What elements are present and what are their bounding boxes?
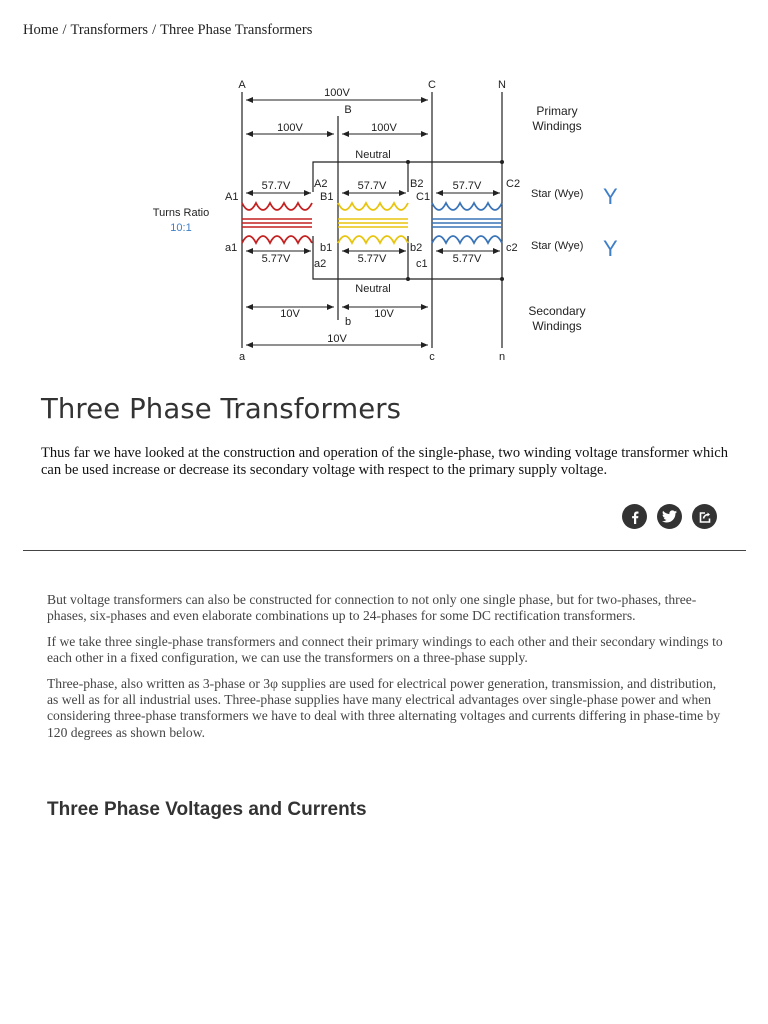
terminal-a-bottom: a: [238, 351, 246, 363]
section-heading: Three Phase Voltages and Currents: [47, 799, 367, 820]
twitter-icon[interactable]: [657, 504, 682, 529]
terminal-C2: C2: [506, 178, 521, 190]
primary-line-voltage: 100V: [324, 87, 350, 99]
terminal-B1: B1: [320, 191, 334, 203]
terminal-C1: C1: [416, 191, 431, 203]
star-wye-primary-label: Star (Wye): [531, 188, 584, 200]
primary-sub-voltage-2: 100V: [371, 122, 397, 134]
page-title: Three Phase Transformers: [41, 393, 402, 425]
terminal-n-bottom: n: [498, 351, 506, 363]
star-symbol-primary: Y: [603, 184, 618, 209]
primary-sub-voltage-1: 100V: [277, 122, 303, 134]
star-wye-secondary-label: Star (Wye): [531, 240, 584, 252]
secondary-phase-voltage-b: 5.77V: [357, 253, 387, 265]
body-paragraph-2: If we take three single-phase transformers and connect their primary windings to each other and their secondary windings to each other in a fixed configuration, we can use the transformers on a three-phase supply.: [47, 633, 723, 666]
primary-phase-voltage-a: 57.7V: [261, 180, 291, 192]
terminal-c2: c2: [506, 242, 518, 254]
secondary-sub-voltage-1: 10V: [280, 308, 300, 320]
terminal-c-top: C: [428, 79, 436, 91]
terminal-b-bottom: b: [344, 316, 352, 328]
breadcrumb-separator: /: [62, 22, 67, 38]
secondary-label-line2: Windings: [532, 319, 582, 333]
breadcrumb-home[interactable]: Home: [23, 22, 59, 38]
terminal-a1: a1: [225, 242, 238, 254]
terminal-b2: b2: [410, 242, 423, 254]
breadcrumb-current: Three Phase Transformers: [160, 22, 313, 38]
breadcrumb-transformers[interactable]: Transformers: [70, 22, 149, 38]
primary-label-line2: Windings: [532, 119, 582, 133]
phase-c-winding: [432, 203, 502, 243]
star-symbol-secondary: Y: [603, 236, 618, 261]
secondary-sub-voltage-2: 10V: [374, 308, 394, 320]
terminal-b-top: B: [344, 104, 352, 116]
terminal-a-top: A: [238, 79, 246, 91]
primary-label-line1: Primary: [536, 104, 578, 118]
body-paragraph-1: But voltage transformers can also be constructed for connection to not only one single phase, but for two-phases, three-phases, six-phases and even elaborate combinations up to 24-phases for some DC rectification transformers.: [47, 592, 697, 624]
share-icon[interactable]: [692, 504, 717, 529]
neutral-primary: Neutral: [355, 149, 391, 161]
secondary-label-line1: Secondary: [528, 304, 586, 318]
terminal-B2: B2: [410, 178, 424, 190]
terminal-c-bottom: c: [429, 351, 435, 363]
turns-ratio-value: 10:1: [170, 222, 192, 234]
phase-b-winding: [338, 203, 408, 243]
terminal-c1: c1: [416, 258, 428, 270]
phase-a-winding: [242, 203, 312, 243]
terminal-a2: a2: [314, 258, 327, 270]
neutral-secondary: Neutral: [355, 283, 391, 295]
three-phase-transformer-diagram: [140, 74, 630, 369]
terminal-n-top: N: [498, 79, 506, 91]
turns-ratio-label: Turns Ratio: [152, 207, 210, 219]
secondary-line-voltage: 10V: [327, 333, 347, 345]
section-divider: [23, 550, 746, 551]
share-bar: [622, 504, 717, 529]
primary-phase-voltage-c: 57.7V: [452, 180, 482, 192]
secondary-phase-voltage-a: 5.77V: [261, 253, 291, 265]
primary-phase-voltage-b: 57.7V: [357, 180, 387, 192]
article-body: [47, 592, 727, 750]
terminal-A2: A2: [314, 178, 328, 190]
terminal-A1: A1: [225, 191, 239, 203]
secondary-phase-voltage-c: 5.77V: [452, 253, 482, 265]
breadcrumb: [23, 22, 312, 39]
terminal-b1: b1: [320, 242, 333, 254]
breadcrumb-separator: /: [152, 22, 157, 38]
intro-paragraph: Thus far we have looked at the construction and operation of the single-phase, two winding voltage transformer which can be used increase or decrease its secondary voltage with respect to the primary supply voltage.: [41, 445, 728, 478]
facebook-icon[interactable]: [622, 504, 647, 529]
body-paragraph-3: Three-phase, also written as 3-phase or 3φ supplies are used for electrical power generation, transmission, and distribution, as well as for all industrial uses. Three-phase supplies have many electrical advantages over single-phase power and when considering three-phase transformers we have to deal with three alternating voltages and currents differing in phase-time by 120 degrees as shown below.: [47, 675, 721, 740]
